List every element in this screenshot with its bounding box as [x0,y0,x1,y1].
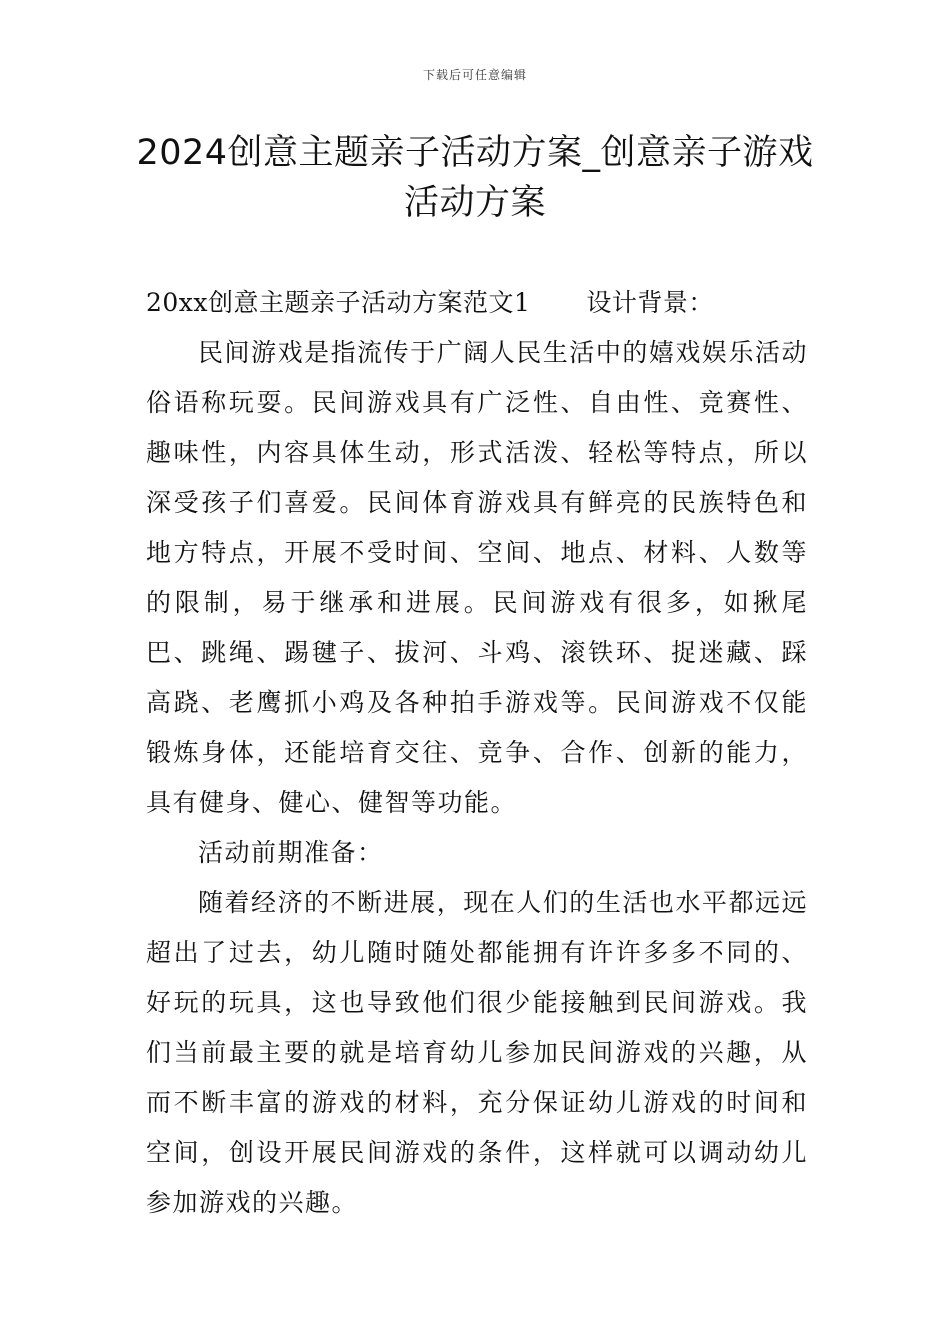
document-title-line-2: 活动方案 [403,183,546,223]
intro-line [146,278,808,328]
preparation-heading: 活动前期准备： [198,838,384,867]
intro-label: 20xx创意主题亲子活动方案范文1 [146,288,531,317]
background-heading: 设计背景： [586,288,714,317]
document-body [146,278,808,1228]
preparation-paragraph: 随着经济的不断进展，现在人们的生活也水平都远远超出了过去，幼儿随时随处都能拥有许许多多不同的、好玩的玩具，这也导致他们很少能接触到民间游戏。我们当前最主要的就是培育幼儿参加民间游戏的兴趣，从而不断丰富的游戏的材料，充分保证幼儿游戏的时间和空间，创设开展民间游戏的条件，这样就可以调动幼儿参加游戏的兴趣。 [146,888,808,1217]
document-title [100,128,850,228]
background-paragraph: 民间游戏是指流传于广阔人民生活中的嬉戏娱乐活动俗语称玩耍。民间游戏具有广泛性、自由性、竞赛性、趣味性，内容具体生动，形式活泼、轻松等特点，所以深受孩子们喜爱。民间体育游戏具有鲜亮的民族特色和地方特点，开展不受时间、空间、地点、材料、人数等的限制，易于继承和进展。民间游戏有很多，如揪尾巴、跳绳、踢毽子、拔河、斗鸡、滚铁环、捉迷藏、踩高跷、老鹰抓小鸡及各种拍手游戏等。民间游戏不仅能锻炼身体，还能培育交往、竞争、合作、创新的能力，具有健身、健心、健智等功能。 [146,338,808,817]
header-note: 下载后可任意编辑 [422,68,527,82]
document-title-line-1: 2024创意主题亲子活动方案_创意亲子游戏 [136,133,814,173]
